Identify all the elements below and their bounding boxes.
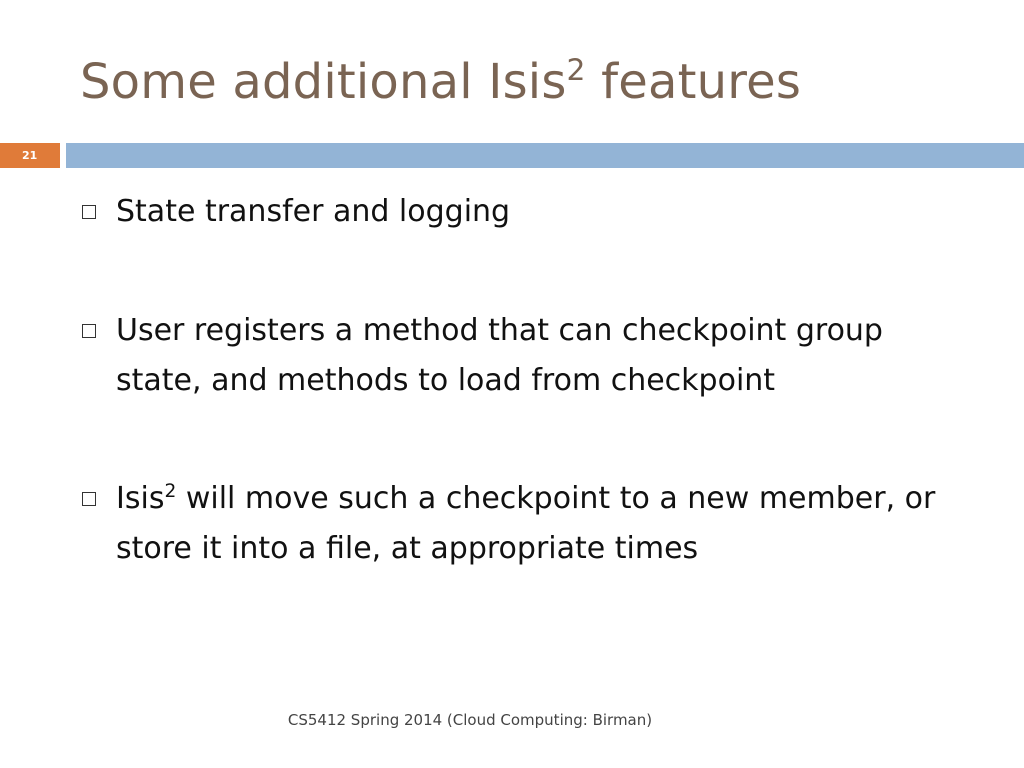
footer-text: CS5412 Spring 2014 (Cloud Computing: Birman) bbox=[287, 711, 653, 729]
title-text: Some additional Isis bbox=[80, 54, 567, 110]
bullet-prefix: Isis bbox=[116, 481, 165, 516]
bullet-checkbox-icon bbox=[82, 205, 96, 219]
slide-title bbox=[80, 50, 801, 114]
bullet-text: State transfer and logging bbox=[116, 194, 511, 229]
bullet-superscript: 2 bbox=[164, 480, 177, 502]
bullet-item-2 bbox=[116, 306, 976, 406]
bullet-checkbox-icon bbox=[82, 492, 96, 506]
bullet-text: will move such a checkpoint to a new member, or store it into a file, at appropriate times bbox=[116, 481, 936, 566]
title-superscript: 2 bbox=[566, 53, 586, 89]
slide-footer bbox=[0, 708, 940, 732]
bullet-checkbox-icon bbox=[82, 324, 96, 338]
bullet-item-1 bbox=[116, 187, 976, 237]
bullet-item-3 bbox=[116, 474, 976, 574]
slide-number-badge bbox=[0, 143, 60, 168]
title-suffix: features bbox=[585, 54, 802, 110]
header-divider-bar bbox=[66, 143, 1024, 168]
slide-number: 21 bbox=[22, 149, 38, 162]
bullet-text: User registers a method that can checkpoint group state, and methods to load from checkpoint bbox=[116, 313, 883, 398]
